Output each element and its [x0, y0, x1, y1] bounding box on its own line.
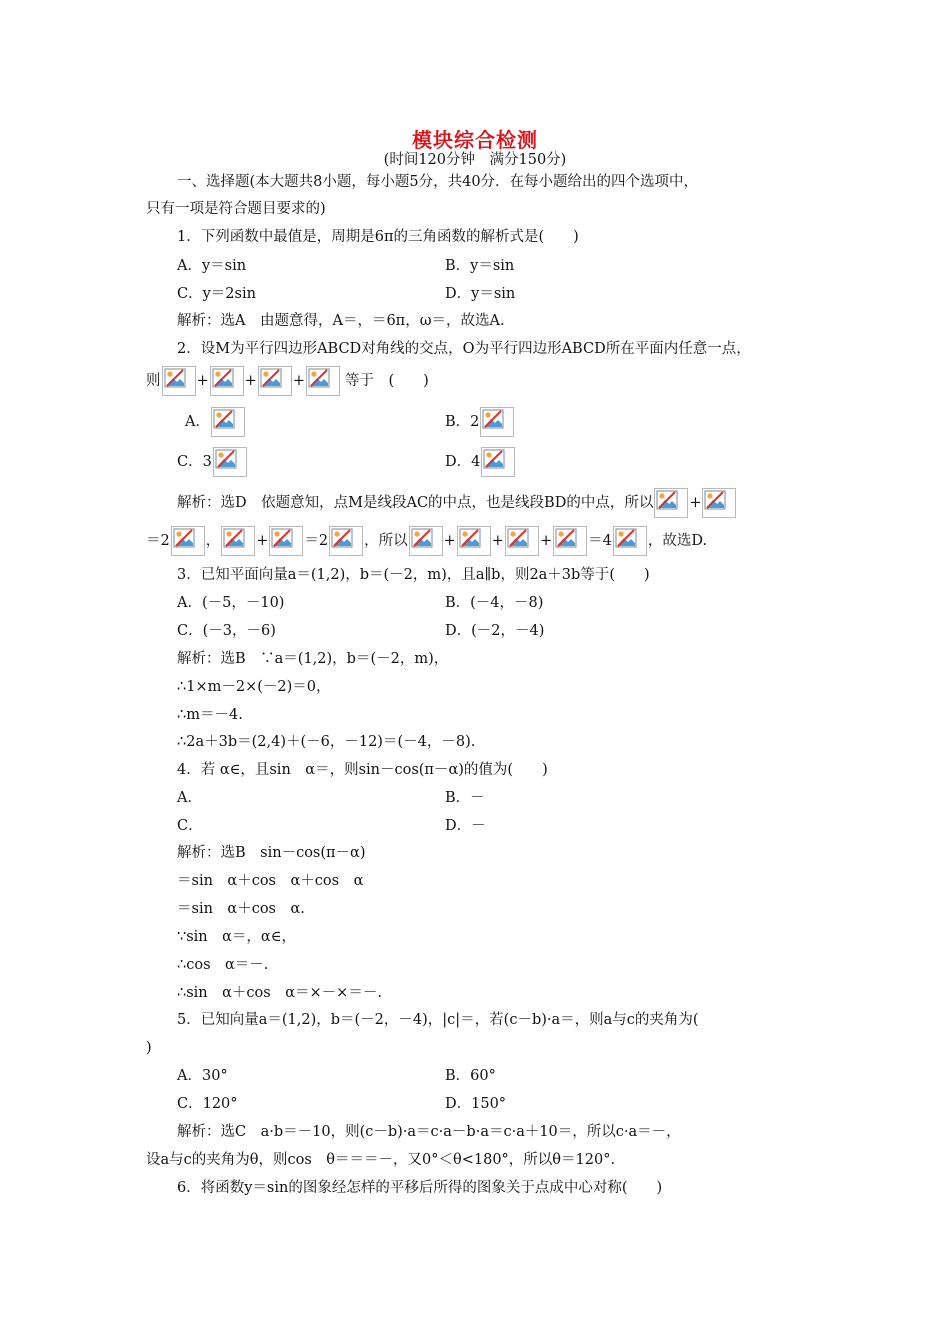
broken-image-icon	[329, 526, 363, 556]
q3-solution-line: ∴2a＋3b＝(2,4)＋(－6，－12)＝(－4，－8).	[177, 734, 476, 750]
q5-option-b: B．60°	[445, 1068, 496, 1084]
q3-solution-line: ∴m＝－4.	[177, 707, 243, 723]
broken-image-icon	[210, 366, 244, 396]
q4-option-d: D．－	[445, 818, 486, 834]
broken-image-icon	[481, 447, 515, 477]
q5-solution: 解析：选C a·b＝－10，则(c－b)·a＝c·a－b·a＝c·a＋10＝，所以c·a＝－，	[177, 1124, 681, 1140]
q2-option-a: A．	[185, 407, 246, 437]
q2-suffix: 等于 ( )	[344, 373, 429, 389]
q3-solution: 解析：选B ∵a＝(1,2)，b＝(－2，m)，	[177, 651, 449, 667]
q3-option-d: D．(－2，－4)	[445, 623, 545, 639]
q3-option-a: A．(－5，－10)	[177, 595, 285, 611]
q5-stem-end: )	[146, 1040, 152, 1056]
broken-image-icon	[613, 526, 647, 556]
q2-option-c: C．3	[177, 447, 248, 477]
q3-option-b: B．(－4，－8)	[445, 595, 544, 611]
broken-image-icon	[702, 488, 736, 518]
q5-stem: 5．已知向量a＝(1,2)，b＝(－2，－4)，|c|＝，若(c－b)·a＝，则a与c的夹角为(	[177, 1012, 699, 1028]
q1-solution: 解析：选A 由题意得，A＝，＝6π，ω＝，故选A.	[177, 313, 505, 329]
broken-image-icon	[409, 526, 443, 556]
q2-solution: 解析：选D 依题意知，点M是线段AC的中点，也是线段BD的中点，所以 +	[177, 488, 737, 518]
q4-stem: 4．若 α∈，且sin α＝，则sin－cos(π－α)的值为( )	[177, 762, 548, 778]
q5-option-d: D．150°	[445, 1096, 507, 1112]
q1-option-d: D．y＝sin	[445, 286, 516, 302]
plus-sign: +	[196, 373, 209, 389]
broken-image-icon	[306, 366, 340, 396]
broken-image-icon	[221, 526, 255, 556]
q5-solution-line: 设a与c的夹角为θ，则cos θ＝＝＝－，又0°＜θ<180°，所以θ＝120°.	[146, 1152, 616, 1168]
broken-image-icon	[269, 526, 303, 556]
q2-option-d: D．4	[445, 447, 516, 477]
q4-option-a: A．	[177, 790, 202, 806]
q3-option-c: C．(－3，－6)	[177, 623, 276, 639]
q1-stem: 1．下列函数中最值是，周期是6π的三角函数的解析式是( )	[177, 229, 579, 245]
q1-option-c: C．y＝2sin	[177, 286, 256, 302]
q2-stem: 2．设M为平行四边形ABCD对角线的交点，O为平行四边形ABCD所在平面内任意一点，	[177, 341, 751, 357]
broken-image-icon	[162, 366, 196, 396]
q2-prefix: 则	[146, 373, 161, 389]
q5-option-a: A．30°	[177, 1068, 228, 1084]
broken-image-icon	[258, 366, 292, 396]
plus-sign: +	[244, 373, 257, 389]
q4-option-c: C．	[177, 818, 203, 834]
q2-stem-line2	[146, 366, 429, 396]
q4-option-b: B．－	[445, 790, 485, 806]
q5-option-c: C．120°	[177, 1096, 238, 1112]
broken-image-icon	[211, 407, 245, 437]
q4-solution: 解析：选B sin－cos(π－α)	[177, 845, 366, 861]
section-heading-cont: 只有一项是符合题目要求的)	[146, 201, 326, 217]
broken-image-icon	[171, 526, 205, 556]
section-heading: 一、选择题(本大题共8小题，每小题5分，共40分．在每小题给出的四个选项中，	[177, 174, 699, 190]
page-subtitle: (时间120分钟 满分150分)	[383, 152, 567, 168]
broken-image-icon	[505, 526, 539, 556]
page-title: 模块综合检测	[412, 128, 538, 152]
broken-image-icon	[654, 488, 688, 518]
q6-stem: 6．将函数y＝sin的图象经怎样的平移后所得的图象关于点成中心对称( )	[177, 1180, 663, 1196]
q4-solution-line: ＝sin α＋cos α＋cos α	[177, 873, 364, 889]
broken-image-icon	[553, 526, 587, 556]
q3-stem: 3．已知平面向量a＝(1,2)，b＝(－2，m)，且a∥b，则2a＋3b等于( )	[177, 567, 650, 583]
broken-image-icon	[457, 526, 491, 556]
q1-option-a: A．y＝sin	[177, 258, 247, 274]
q4-solution-line: ＝sin α＋cos α.	[177, 901, 305, 917]
plus-sign: +	[292, 373, 305, 389]
broken-image-icon	[213, 447, 247, 477]
q2-solution-cont: ＝2 ， + ＝2 ，所以 + + + ＝4 ，故选D.	[146, 526, 707, 556]
q4-solution-line: ∵sin α＝，α∈，	[177, 929, 296, 945]
q2-option-b: B．2	[445, 407, 515, 437]
q4-solution-line: ∴sin α＋cos α＝×－×＝－.	[177, 985, 382, 1001]
q4-solution-line: ∴cos α＝－.	[177, 957, 269, 973]
q1-option-b: B．y＝sin	[445, 258, 515, 274]
q3-solution-line: ∴1×m－2×(－2)＝0，	[177, 679, 331, 695]
broken-image-icon	[480, 407, 514, 437]
